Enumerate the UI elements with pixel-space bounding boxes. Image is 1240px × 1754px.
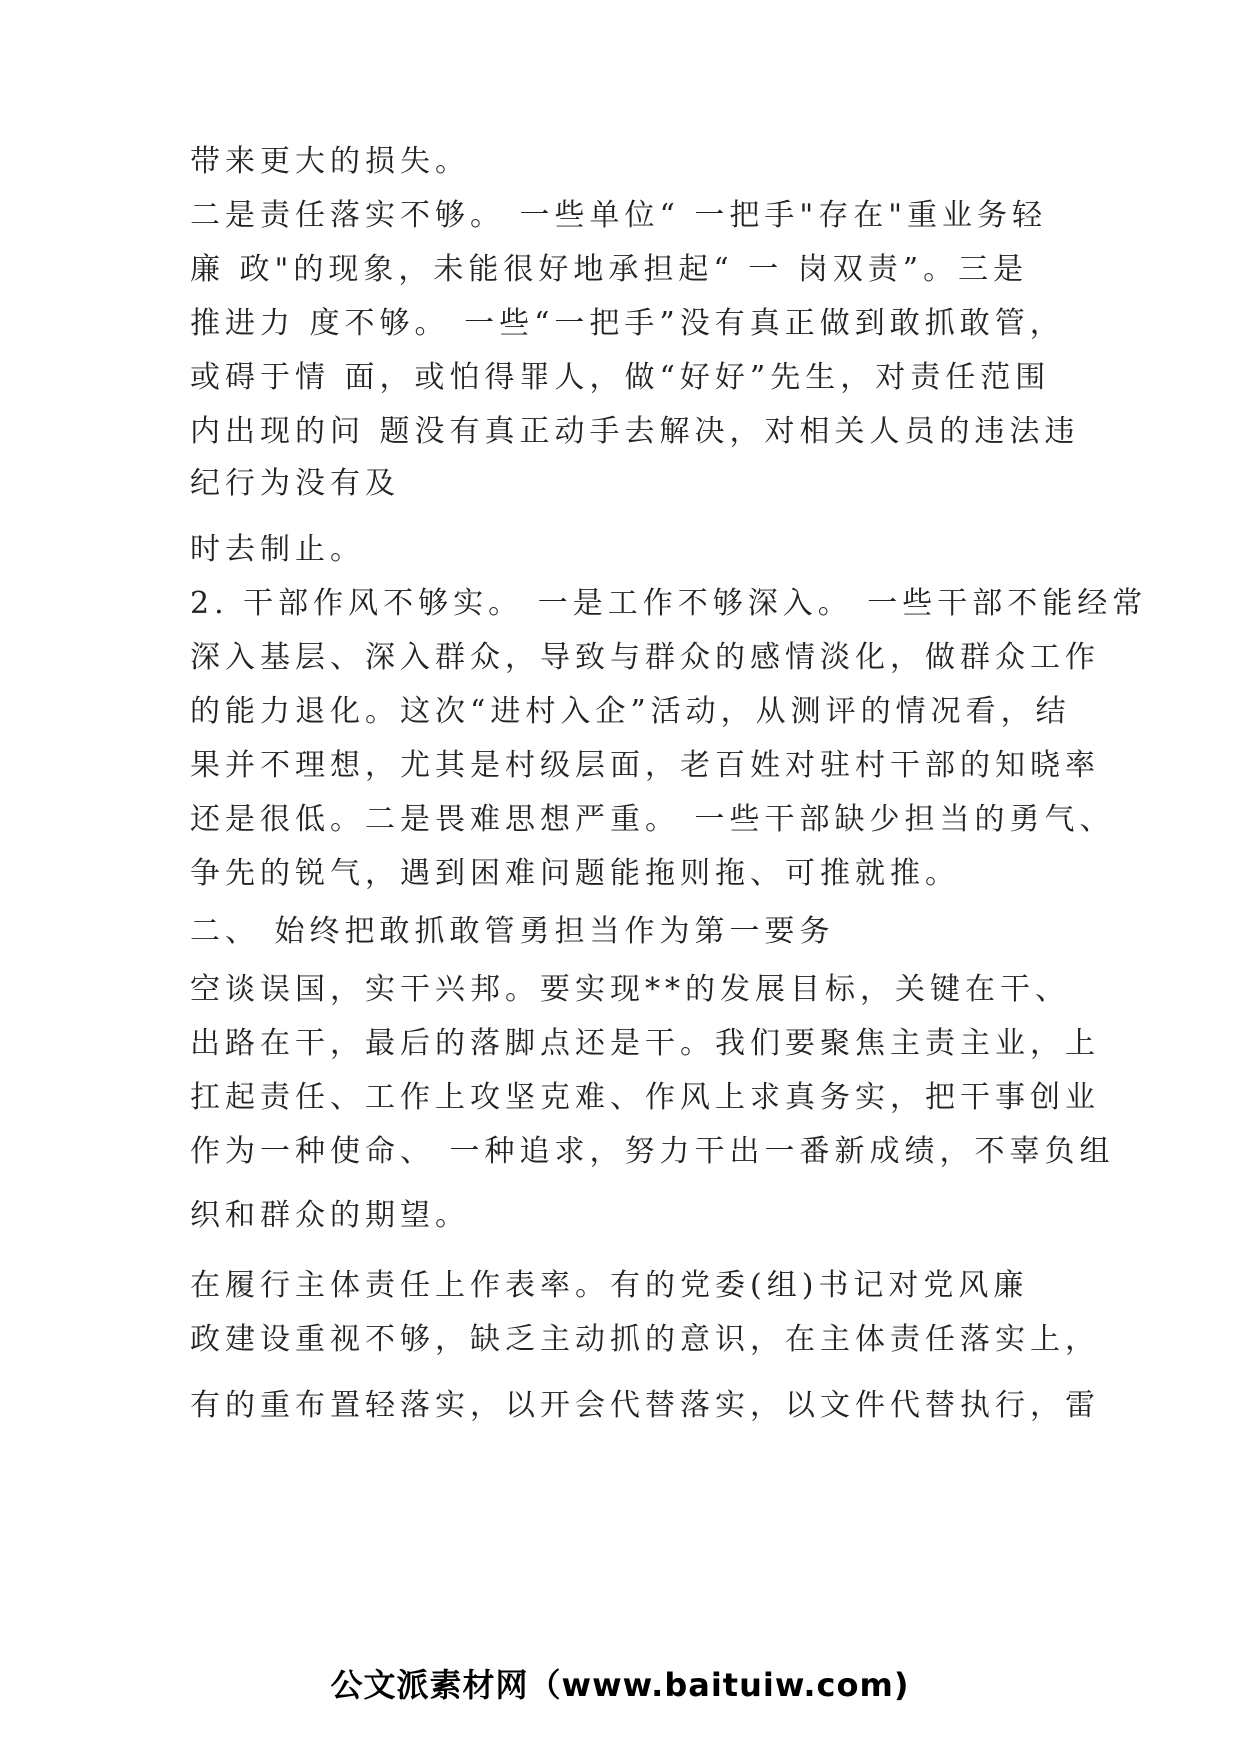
text-line-14: 争先的锐气，遇到困难问题能拖则拖、可推就推。 [190,856,960,891]
text-line-7: 纪行为没有及 [190,466,400,501]
text-line-22: 政建设重视不够，缺乏主动抓的意识，在主体责任落实上， [190,1322,1100,1357]
text-line-1: 带来更大的损失。 [190,144,470,179]
section-heading: 二、 始终把敢抓敢管勇担当作为第一要务 [190,914,835,949]
text-line-18: 扛起责任、工作上攻坚克难、作风上求真务实，把干事创业 [190,1080,1100,1115]
text-line-3: 廉 政"的现象，未能很好地承担起“ 一 岗双责”。三是 [190,252,1029,287]
text-line-9: 2. 干部作风不够实。 一是工作不够深入。 一些干部不能经常 [190,586,1148,621]
footer-watermark: 公文派素材网（www.baituiw.com) [330,1666,910,1704]
text-line-12: 果并不理想，尤其是村级层面，老百姓对驻村干部的知晓率 [190,748,1100,783]
text-line-4: 推进力 度不够。 一些“一把手”没有真正做到敢抓敢管， [190,306,1065,341]
text-line-19: 作为一种使命、 一种追求，努力干出一番新成绩，不辜负组 [190,1134,1115,1169]
text-line-10: 深入基层、深入群众，导致与群众的感情淡化，做群众工作 [190,640,1100,675]
text-line-16: 空谈误国，实干兴邦。要实现**的发展目标，关键在干、 [190,972,1070,1007]
text-line-5: 或碍于情 面，或怕得罪人，做“好好”先生，对责任范围 [190,360,1051,395]
text-line-13: 还是很低。二是畏难思想严重。 一些干部缺少担当的勇气、 [190,802,1115,837]
text-line-17: 出路在干，最后的落脚点还是干。我们要聚焦主责主业，上 [190,1026,1100,1061]
text-line-11: 的能力退化。这次“进村入企”活动，从测评的情况看，结 [190,694,1071,729]
text-line-20: 织和群众的期望。 [190,1198,470,1233]
text-line-6: 内出现的问 题没有真正动手去解决，对相关人员的违法违 [190,414,1080,449]
text-line-21: 在履行主体责任上作表率。有的党委(组)书记对党风廉 [190,1268,1029,1303]
text-line-8: 时去制止。 [190,532,365,567]
text-line-2: 二是责任落实不够。 一些单位“ 一把手"存在"重业务轻 [190,198,1048,233]
text-line-23: 有的重布置轻落实，以开会代替落实，以文件代替执行，雷 [190,1388,1100,1423]
